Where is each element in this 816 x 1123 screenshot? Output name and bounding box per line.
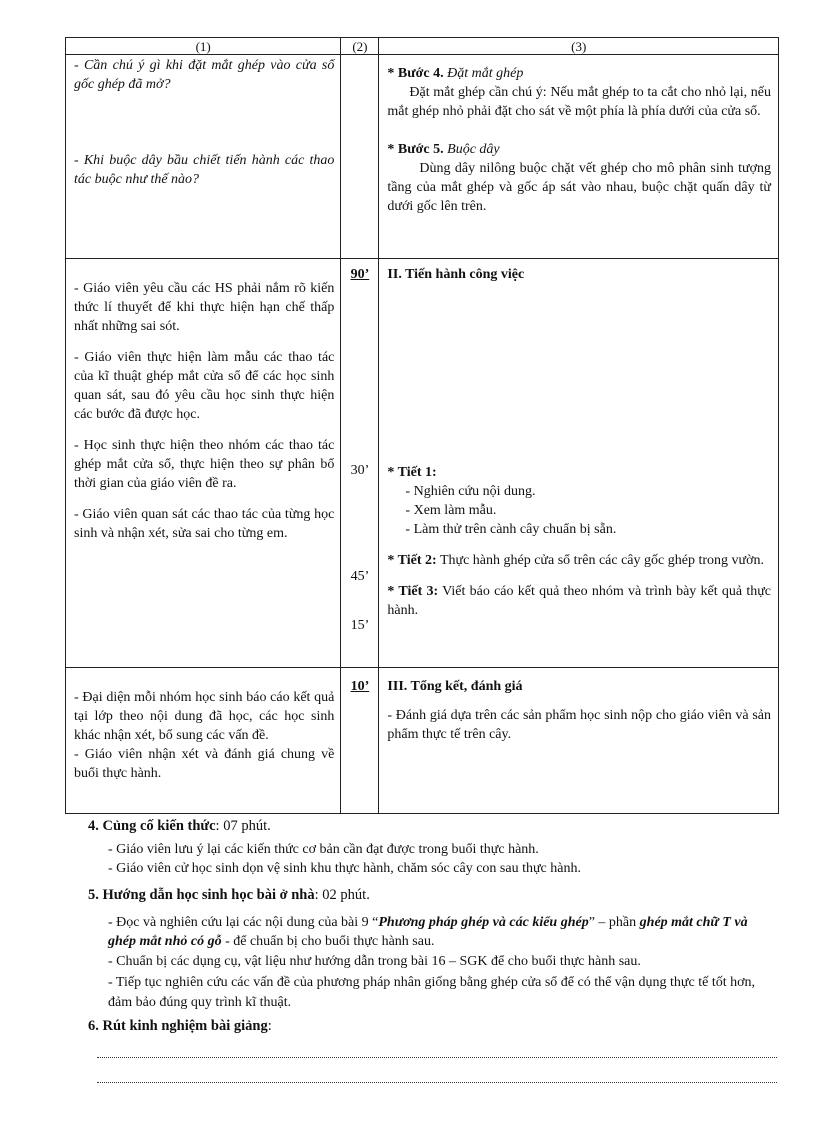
section-4-item: - Giáo viên lưu ý lại các kiến thức cơ bản cần đạt được trong buổi thực hành. [108, 842, 539, 857]
step4-label: * Bước 4. [387, 66, 444, 81]
group-report-text: - Đại diện mỗi nhóm học sinh báo cáo kết quả tại lớp theo nội dung đã học, các học sinh khác nhận xét, bổ sung các vấn đề. [74, 690, 335, 743]
time-tiet1: 30’ [350, 463, 370, 478]
row3-col3 [379, 668, 779, 814]
step5-title: Buộc dây [447, 142, 500, 157]
section-5-item-3: - Tiếp tục nghiên cứu các vấn đề của phương pháp nhân giống bằng ghép cửa sổ để có thể vận dụng thực tế tốt hơn, đảm bảo đúng quy trình kĩ thuật. [108, 975, 756, 1010]
note-line [97, 1057, 777, 1058]
teacher-observe-text: - Giáo viên quan sát các thao tác của từng học sinh và nhận xét, sửa sai cho từng em. [74, 507, 335, 541]
time-tiet3: 15’ [350, 618, 370, 633]
tiet1-label: * Tiết 1: [387, 465, 437, 480]
tiet1-item: - Làm thử trên cành cây chuẩn bị sẵn. [405, 522, 617, 537]
student-practice-text: - Học sinh thực hiện theo nhóm các thao tác ghép mắt cửa sổ, thực hiện theo sự phân bổ thời gian của giáo viên đề ra. [74, 438, 335, 491]
row1-col1 [66, 55, 341, 259]
step5-label: * Bước 5. [387, 142, 444, 157]
tiet1-item: - Nghiên cứu nội dung. [405, 484, 536, 499]
tiet2-label: * Tiết 2: [387, 553, 437, 568]
item1-part-e: - để chuẩn bị cho buổi thực hành sau. [221, 934, 435, 949]
step4-heading [387, 64, 771, 83]
teacher-evaluate-text: - Giáo viên nhận xét và đánh giá chung về buổi thực hành. [74, 747, 335, 781]
question-tie-string: - Khi buộc dây bầu chiết tiến hành các thao tác buộc như thế nào? [74, 153, 335, 187]
section-5-item-2: - Chuẩn bị các dụng cụ, vật liệu như hướng dẫn trong bài 16 – SGK để cho buổi thực hành sau. [108, 954, 641, 969]
table-row [66, 259, 779, 668]
time-summary: 10’ [350, 679, 370, 694]
header-col1: (1) [66, 38, 341, 55]
row2-col1 [66, 259, 341, 668]
step4-title: Đặt mắt ghép [447, 66, 524, 81]
section-6-title [88, 1018, 272, 1035]
row3-col2 [341, 668, 379, 814]
tiet3-text [387, 582, 771, 620]
section-5-duration: : 02 phút. [314, 887, 370, 903]
step4-text: Đặt mắt ghép cần chú ý: Nếu mắt ghép to ta cắt cho nhỏ lại, nếu mắt ghép nhỏ phải đặt cho sát về một phía là phía dưới của cửa sổ. [387, 85, 771, 119]
section-ii-heading: II. Tiến hành công việc [387, 267, 525, 282]
section-4-duration: : 07 phút. [215, 818, 271, 834]
table-header-row [66, 38, 779, 55]
section-5-item-1 [108, 913, 768, 951]
row3-col1 [66, 668, 341, 814]
row2-col2 [341, 259, 379, 668]
item1-lesson-title: Phương pháp ghép và các kiểu ghép [378, 915, 589, 930]
tiet3-body: Viết báo cáo kết quả theo nhóm và trình bày kết quả thực hành. [387, 584, 772, 618]
step5-text: Dùng dây nilông buộc chặt vết ghép cho mô phân sinh tượng tầng của mắt ghép và gốc áp sát vào nhau, buộc chặt quấn dây từ dưới gốc lên trên. [387, 161, 771, 214]
lesson-table [65, 37, 779, 814]
item1-section-title: ghép mắt chữ T và ghép mắt nhỏ có gỗ [108, 915, 748, 949]
tiet1-item: - Xem làm mẫu. [405, 503, 497, 518]
table-row [66, 668, 779, 814]
row1-col3 [379, 55, 779, 259]
section-4-title [88, 818, 271, 835]
note-line [97, 1082, 777, 1083]
section-5-heading: 5. Hướng dẫn học sinh học bài ở nhà [88, 887, 315, 903]
item1-part-a: - Đọc và nghiên cứu lại các nội dung của bài 9 “ [108, 915, 379, 930]
time-total: 90’ [350, 267, 370, 282]
section-5-title [88, 887, 370, 904]
row2-col3 [379, 259, 779, 668]
evaluation-text: - Đánh giá dựa trên các sản phẩm học sinh nộp cho giáo viên và sản phẩm thực tế trên cây. [387, 708, 771, 742]
question-graft-eye: - Cần chú ý gì khi đặt mắt ghép vào cửa sổ gốc ghép đã mở? [74, 58, 335, 92]
section-6-heading: 6. Rút kinh nghiệm bài giảng [88, 1018, 268, 1034]
time-tiet2: 45’ [350, 569, 370, 584]
step5-heading [387, 140, 771, 159]
header-col2: (2) [341, 38, 379, 55]
teacher-demo-text: - Giáo viên thực hiện làm mẫu các thao tác của kĩ thuật ghép mắt cửa sổ để các học sinh quan sát, sau đó yêu cầu học sinh thực hiện các bước đã được học. [74, 350, 335, 422]
tiet2-body: Thực hành ghép cửa sổ trên các cây gốc ghép trong vườn. [439, 553, 764, 568]
section-6-colon: : [267, 1018, 272, 1034]
item1-part-c: ” – phần [588, 915, 640, 930]
header-col3: (3) [379, 38, 779, 55]
section-4-heading: 4. Củng cố kiến thức [88, 818, 216, 834]
tiet3-label: * Tiết 3: [387, 584, 439, 599]
section-iii-heading: III. Tổng kết, đánh giá [387, 679, 523, 694]
section-4-item: - Giáo viên cử học sinh dọn vệ sinh khu thực hành, chăm sóc cây con sau thực hành. [108, 861, 581, 876]
teacher-request-text: - Giáo viên yêu cầu các HS phải nắm rõ kiến thức lí thuyết để khi thực hiện hạn chế thấp nhất những sai sót. [74, 281, 335, 334]
tiet2-text [387, 551, 771, 570]
table-row [66, 55, 779, 259]
row1-col2 [341, 55, 379, 259]
